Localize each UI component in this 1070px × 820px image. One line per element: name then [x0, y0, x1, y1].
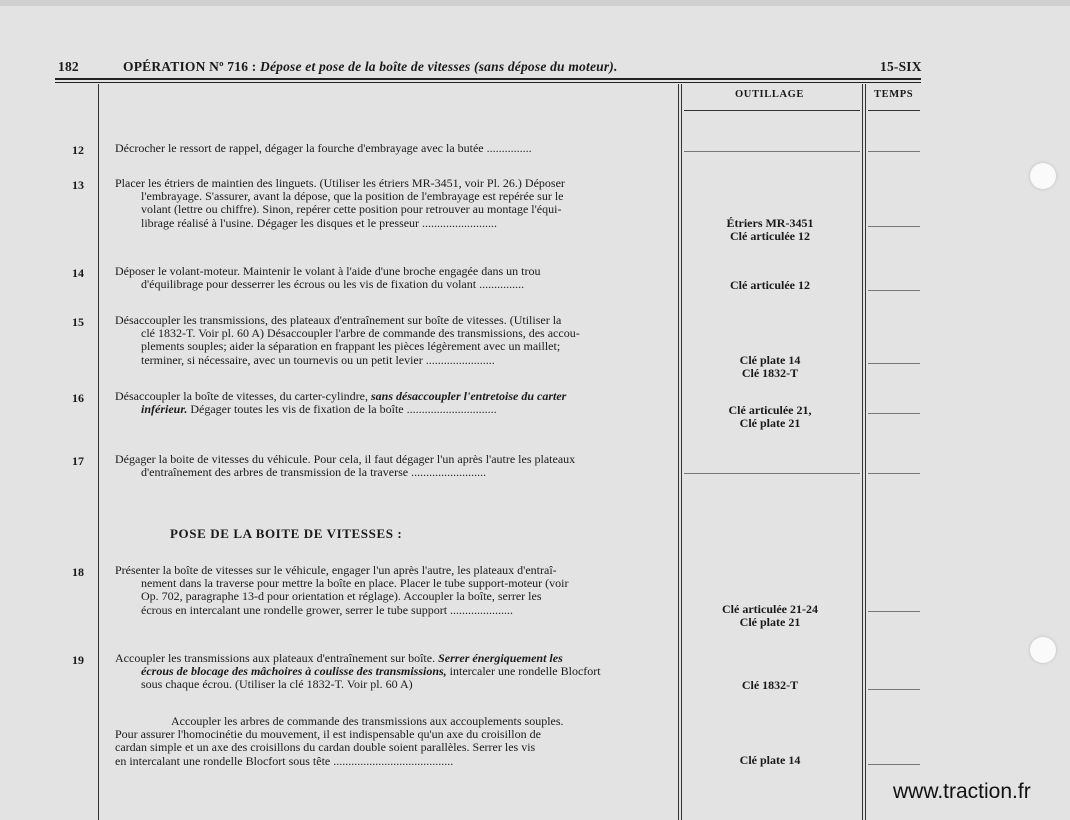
step-text: Décrocher le ressort de rappel, dégager la fourche d'embrayage avec la butée ...............: [115, 141, 532, 155]
time-line: [868, 363, 920, 364]
column-divider-time: [862, 84, 863, 820]
final-paragraph: Accoupler les arbres de commande des transmissions aux accouplements souples. Pour assurer l'homocinétie du mouvement, il est indispensable qu'un axe du croisillon de cardan simple et un axe des croisillons du cardan double soient parallèles. Serrer les vis en intercalant une rondelle Blocfort sous tête ........................................: [115, 714, 564, 768]
binder-hole: [1030, 637, 1056, 663]
vehicle-code: 15-SIX: [880, 59, 922, 74]
step-text: Présenter la boîte de vitesses sur le véhicule, engager l'un après l'autre, les plateaux d'entraî- nement dans la traverse pour mettre la boîte en place. Placer le tube support-moteur (voir Op. 702, paragraphe 13-d pour orientation et réglage). Accoupler la boîte, serrer les écrous en intercalant une rondelle grower, serrer le tube support .....................: [115, 563, 569, 617]
column-divider-tools: [678, 84, 679, 820]
time-line: [868, 764, 920, 765]
time-line: [868, 689, 920, 690]
operation-title: Dépose et pose de la boîte de vitesses (sans dépose du moteur).: [260, 59, 618, 74]
section-title: POSE DE LA BOITE DE VITESSES :: [170, 526, 403, 541]
step-number: 17: [72, 454, 84, 468]
step-text: Désaccoupler les transmissions, des plateaux d'entraînement sur boîte de vitesses. (Utiliser la clé 1832-T. Voir pl. 60 A) Désaccoupler l'arbre de commande des transmissions, des accou- plements souples; aider la séparation en frappant les pièces légèrement avec un maillet; terminer, si nécessaire, avec un tournevis ou un petit levier .......................: [115, 313, 580, 367]
header-underline-time: [868, 110, 920, 111]
tool-cell: Clé 1832-T: [741, 678, 799, 692]
step-number: 15: [72, 315, 84, 329]
column-divider-left: [98, 84, 99, 820]
step-number: 16: [72, 391, 84, 405]
tool-cell: Clé plate 14: [739, 753, 801, 767]
binder-hole: [1030, 163, 1056, 189]
step-text: Placer les étriers de maintien des linguets. (Utiliser les étriers MR-3451, voir Pl. 26.) Déposer l'embrayage. S'assurer, avant la dépose, que la position de l'embrayage est repérée sur le volant (lettre ou chiffre). Sinon, repérer cette position pour retrouver au montage l'équi- librage réalisé à l'usine. Dégager les disques et le presseur .........................: [115, 176, 565, 230]
column-divider-time-2: [865, 84, 866, 820]
step-number: 19: [72, 653, 84, 667]
column-divider-tools-2: [681, 84, 682, 820]
scan-edge: [0, 0, 1070, 6]
step-number: 12: [72, 143, 84, 157]
tool-cell: Clé articulée 21, Clé plate 21: [728, 403, 812, 431]
tool-cell: Étriers MR-3451 Clé articulée 12: [726, 216, 814, 244]
time-line: [868, 151, 920, 152]
tool-cell: Clé articulée 12: [730, 278, 810, 292]
step-text: Dégager la boite de vitesses du véhicule. Pour cela, il faut dégager l'un après l'autre les plateaux d'entraînement des arbres de transmission de la traverse .........................: [115, 452, 576, 480]
tool-cell: Clé plate 14 Clé 1832-T: [739, 353, 801, 381]
header-rule: [55, 78, 921, 80]
tool-cell: Clé articulée 21-24 Clé plate 21: [722, 602, 818, 630]
time-line: [868, 611, 920, 612]
tool-line: [684, 473, 860, 474]
operation-heading: [123, 59, 618, 75]
time-line: [868, 290, 920, 291]
page-number: 182: [58, 59, 79, 74]
column-header-outillage: OUTILLAGE: [735, 89, 804, 100]
step-number: 14: [72, 266, 84, 280]
step-text: Désaccoupler la boîte de vitesses, du carter-cylindre, sans désaccoupler l'entretoise du carter inférieur. Dégager toutes les vis de fixation de la boîte ..............................: [115, 389, 567, 417]
operation-label: OPÉRATION Nº 716 :: [123, 59, 257, 74]
tool-line: [684, 151, 860, 152]
step-text: Déposer le volant-moteur. Maintenir le volant à l'aide d'une broche engagée dans un trou d'équilibrage pour desserrer les écrous ou les vis de fixation du volant ...............: [115, 264, 541, 292]
time-line: [868, 473, 920, 474]
time-line: [868, 413, 920, 414]
step-number: 13: [72, 178, 84, 192]
step-text: Accoupler les transmissions aux plateaux d'entraînement sur boîte. Serrer énergiquement les écrous de blocage des mâchoires à coulisse des transmissions, intercaler une rondelle Blocfort sous chaque écrou. (Utiliser la clé 1832-T. Voir pl. 60 A): [115, 651, 601, 692]
column-header-temps: TEMPS: [874, 89, 914, 100]
watermark: www.traction.fr: [893, 780, 1031, 803]
time-line: [868, 226, 920, 227]
header-underline-tools: [684, 110, 860, 111]
step-number: 18: [72, 565, 84, 579]
header-rule-thin: [55, 82, 921, 83]
